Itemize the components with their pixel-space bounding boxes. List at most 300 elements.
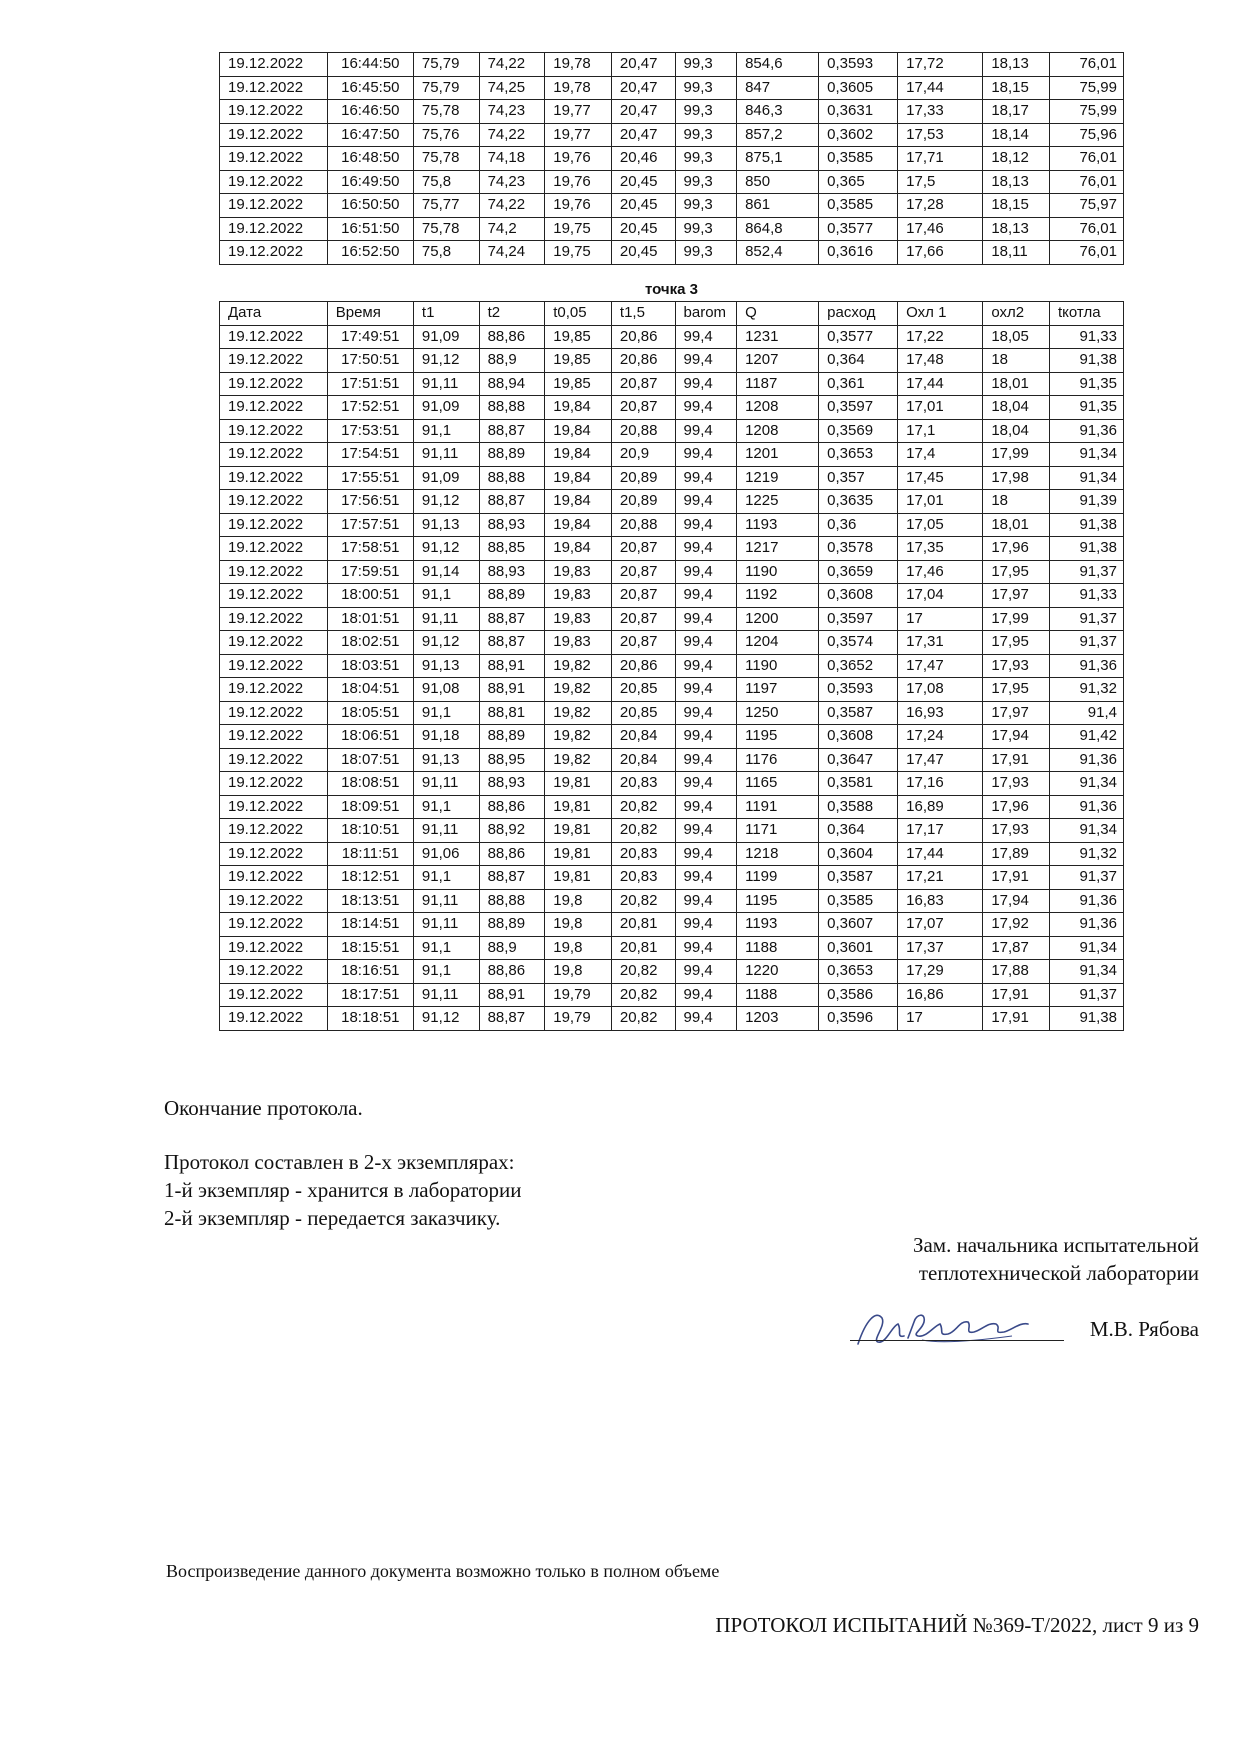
table-cell: 18,13	[983, 53, 1050, 77]
table-cell: 17,91	[983, 1007, 1050, 1031]
table-cell: 18:08:51	[327, 772, 413, 796]
table-cell: 18:17:51	[327, 983, 413, 1007]
table-cell: 1204	[737, 631, 819, 655]
table-cell: 91,09	[413, 396, 479, 420]
table-cell: 88,87	[479, 631, 545, 655]
table-cell: 18,12	[983, 147, 1050, 171]
table-cell: 88,91	[479, 654, 545, 678]
table-cell: 99,4	[675, 866, 737, 890]
column-header: Время	[327, 302, 413, 326]
table-cell: 0,3577	[819, 325, 898, 349]
table-cell: 17,91	[983, 866, 1050, 890]
table-cell: 17,44	[898, 842, 983, 866]
table-cell: 17,89	[983, 842, 1050, 866]
table-cell: 861	[737, 194, 819, 218]
table-cell: 16:44:50	[327, 53, 413, 77]
table-row	[220, 866, 1124, 890]
table-cell: 1208	[737, 396, 819, 420]
table-cell: 18,17	[983, 100, 1050, 124]
table-cell: 91,32	[1050, 678, 1124, 702]
table-row	[220, 654, 1124, 678]
table-cell: 91,09	[413, 466, 479, 490]
table-cell: 19.12.2022	[220, 194, 328, 218]
table-cell: 99,4	[675, 349, 737, 373]
table-cell: 17:51:51	[327, 372, 413, 396]
protocol-end-text: Окончание протокола.	[164, 1096, 363, 1120]
table-cell: 20,46	[611, 147, 675, 171]
table-cell: 74,22	[479, 194, 545, 218]
table-cell: 0,36	[819, 513, 898, 537]
table-row	[220, 217, 1124, 241]
table-cell: 20,87	[611, 560, 675, 584]
table-cell: 17,66	[898, 241, 983, 265]
table-row	[220, 466, 1124, 490]
table-cell: 18	[983, 490, 1050, 514]
signer-position-line-2: теплотехнической лаборатории	[918, 1261, 1199, 1285]
table-row	[220, 678, 1124, 702]
table-cell: 17,99	[983, 443, 1050, 467]
table-cell: 18,11	[983, 241, 1050, 265]
table-cell: 88,81	[479, 701, 545, 725]
table-row	[220, 123, 1124, 147]
table-cell: 17,22	[898, 325, 983, 349]
table-cell: 17,97	[983, 701, 1050, 725]
table-cell: 1203	[737, 1007, 819, 1031]
table-cell: 99,4	[675, 607, 737, 631]
table-cell: 91,1	[413, 960, 479, 984]
table-cell: 20,86	[611, 654, 675, 678]
table-row	[220, 147, 1124, 171]
table-cell: 1217	[737, 537, 819, 561]
table-row	[220, 913, 1124, 937]
table-cell: 17:58:51	[327, 537, 413, 561]
table-cell: 20,45	[611, 194, 675, 218]
table-cell: 91,1	[413, 866, 479, 890]
column-header: охл2	[983, 302, 1050, 326]
table-cell: 91,36	[1050, 889, 1124, 913]
table-cell: 75,78	[413, 217, 479, 241]
table-cell: 0,3647	[819, 748, 898, 772]
table-cell: 17:49:51	[327, 325, 413, 349]
table-cell: 91,1	[413, 419, 479, 443]
table-cell: 0,3569	[819, 419, 898, 443]
table-cell: 0,3586	[819, 983, 898, 1007]
table-cell: 0,3602	[819, 123, 898, 147]
table-row	[220, 490, 1124, 514]
table-row	[220, 419, 1124, 443]
table-row	[220, 396, 1124, 420]
table-cell: 91,39	[1050, 490, 1124, 514]
table-cell: 74,22	[479, 123, 545, 147]
table-cell: 19,82	[545, 748, 612, 772]
data-table-continued	[219, 52, 1124, 265]
table-cell: 1199	[737, 866, 819, 890]
table-cell: 16:51:50	[327, 217, 413, 241]
table-cell: 18,14	[983, 123, 1050, 147]
table-cell: 99,4	[675, 325, 737, 349]
column-header: Дата	[220, 302, 328, 326]
table-cell: 91,34	[1050, 443, 1124, 467]
table-cell: 91,12	[413, 490, 479, 514]
table-cell: 91,11	[413, 443, 479, 467]
column-header: расход	[819, 302, 898, 326]
table-cell: 17,47	[898, 748, 983, 772]
table-cell: 20,87	[611, 631, 675, 655]
table-cell: 18:07:51	[327, 748, 413, 772]
table-cell: 91,37	[1050, 983, 1124, 1007]
table-cell: 0,3581	[819, 772, 898, 796]
table-cell: 20,45	[611, 241, 675, 265]
table-cell: 1220	[737, 960, 819, 984]
table-cell: 91,34	[1050, 466, 1124, 490]
table-cell: 91,11	[413, 913, 479, 937]
table-cell: 19.12.2022	[220, 913, 328, 937]
table-cell: 0,3631	[819, 100, 898, 124]
table-cell: 17,17	[898, 819, 983, 843]
table-cell: 91,11	[413, 889, 479, 913]
table-cell: 88,89	[479, 913, 545, 937]
table-cell: 91,13	[413, 513, 479, 537]
table-row	[220, 170, 1124, 194]
table-cell: 16:50:50	[327, 194, 413, 218]
table-cell: 17,24	[898, 725, 983, 749]
table-cell: 20,87	[611, 396, 675, 420]
table-cell: 88,9	[479, 349, 545, 373]
table-cell: 99,4	[675, 936, 737, 960]
table-cell: 19.12.2022	[220, 53, 328, 77]
table-cell: 875,1	[737, 147, 819, 171]
table-cell: 91,38	[1050, 537, 1124, 561]
table-cell: 20,85	[611, 678, 675, 702]
table-cell: 18:02:51	[327, 631, 413, 655]
table-cell: 99,4	[675, 819, 737, 843]
table-cell: 19.12.2022	[220, 678, 328, 702]
table-cell: 91,11	[413, 372, 479, 396]
table-cell: 0,3616	[819, 241, 898, 265]
table-cell: 99,3	[675, 241, 737, 265]
table-cell: 17,93	[983, 819, 1050, 843]
table-cell: 20,83	[611, 772, 675, 796]
table-cell: 20,82	[611, 983, 675, 1007]
table-cell: 16,89	[898, 795, 983, 819]
table-cell: 20,84	[611, 725, 675, 749]
table-cell: 18:12:51	[327, 866, 413, 890]
table-cell: 19,83	[545, 560, 612, 584]
table-cell: 0,3605	[819, 76, 898, 100]
table-cell: 88,93	[479, 772, 545, 796]
table-cell: 18:09:51	[327, 795, 413, 819]
table-cell: 18,05	[983, 325, 1050, 349]
table-cell: 17,07	[898, 913, 983, 937]
table-cell: 88,87	[479, 607, 545, 631]
table-cell: 88,9	[479, 936, 545, 960]
table-cell: 19,75	[545, 217, 612, 241]
table-cell: 0,3577	[819, 217, 898, 241]
table-cell: 1250	[737, 701, 819, 725]
table-cell: 76,01	[1050, 241, 1124, 265]
table-row	[220, 772, 1124, 796]
table-cell: 19.12.2022	[220, 960, 328, 984]
table-cell: 17,91	[983, 983, 1050, 1007]
table-cell: 0,357	[819, 466, 898, 490]
table-cell: 99,4	[675, 678, 737, 702]
table-cell: 19.12.2022	[220, 748, 328, 772]
column-header: tкотла	[1050, 302, 1124, 326]
table-cell: 1200	[737, 607, 819, 631]
table-cell: 88,86	[479, 325, 545, 349]
table-cell: 19.12.2022	[220, 631, 328, 655]
table-cell: 17,35	[898, 537, 983, 561]
table-cell: 75,78	[413, 147, 479, 171]
table-cell: 99,4	[675, 419, 737, 443]
table-cell: 75,79	[413, 53, 479, 77]
table-cell: 91,34	[1050, 772, 1124, 796]
table-cell: 18:01:51	[327, 607, 413, 631]
table-cell: 91,11	[413, 983, 479, 1007]
table-cell: 17:50:51	[327, 349, 413, 373]
table-cell: 17,95	[983, 560, 1050, 584]
table-cell: 17,71	[898, 147, 983, 171]
table-cell: 1193	[737, 513, 819, 537]
table-cell: 19,84	[545, 537, 612, 561]
table-row	[220, 889, 1124, 913]
table-cell: 99,4	[675, 983, 737, 1007]
table-cell: 17,05	[898, 513, 983, 537]
table-cell: 19.12.2022	[220, 123, 328, 147]
table-cell: 1218	[737, 842, 819, 866]
table-cell: 17:54:51	[327, 443, 413, 467]
table-row	[220, 372, 1124, 396]
table-cell: 91,34	[1050, 936, 1124, 960]
table-cell: 17:56:51	[327, 490, 413, 514]
table-cell: 17,96	[983, 795, 1050, 819]
table-cell: 17:57:51	[327, 513, 413, 537]
table-cell: 19.12.2022	[220, 443, 328, 467]
table-cell: 857,2	[737, 123, 819, 147]
table-cell: 99,4	[675, 513, 737, 537]
table-cell: 99,3	[675, 53, 737, 77]
table-cell: 19,81	[545, 842, 612, 866]
table-cell: 852,4	[737, 241, 819, 265]
table-cell: 0,3635	[819, 490, 898, 514]
table-cell: 19.12.2022	[220, 349, 328, 373]
table-cell: 20,82	[611, 889, 675, 913]
table-cell: 76,01	[1050, 53, 1124, 77]
table-cell: 1201	[737, 443, 819, 467]
table-row	[220, 842, 1124, 866]
table-cell: 846,3	[737, 100, 819, 124]
table-cell: 16:52:50	[327, 241, 413, 265]
table-cell: 20,87	[611, 537, 675, 561]
table-cell: 88,91	[479, 983, 545, 1007]
table-cell: 99,3	[675, 123, 737, 147]
table-cell: 19.12.2022	[220, 466, 328, 490]
table-cell: 19,75	[545, 241, 612, 265]
table-cell: 1225	[737, 490, 819, 514]
table-cell: 99,3	[675, 147, 737, 171]
column-header: Q	[737, 302, 819, 326]
table-cell: 74,2	[479, 217, 545, 241]
table-cell: 0,3608	[819, 725, 898, 749]
table-cell: 17,33	[898, 100, 983, 124]
table-cell: 75,99	[1050, 76, 1124, 100]
table-cell: 19,84	[545, 466, 612, 490]
table-cell: 19.12.2022	[220, 889, 328, 913]
table-cell: 91,1	[413, 936, 479, 960]
table-cell: 17,37	[898, 936, 983, 960]
table-cell: 88,85	[479, 537, 545, 561]
table-cell: 18	[983, 349, 1050, 373]
table-cell: 18,04	[983, 419, 1050, 443]
table-cell: 91,34	[1050, 819, 1124, 843]
table-cell: 17,98	[983, 466, 1050, 490]
table-row	[220, 537, 1124, 561]
table-cell: 99,4	[675, 584, 737, 608]
table-cell: 18:14:51	[327, 913, 413, 937]
table-cell: 19,81	[545, 795, 612, 819]
table-cell: 19,8	[545, 889, 612, 913]
table-cell: 18:03:51	[327, 654, 413, 678]
table-cell: 75,79	[413, 76, 479, 100]
table-cell: 0,3585	[819, 194, 898, 218]
table-cell: 17,5	[898, 170, 983, 194]
table-cell: 20,45	[611, 217, 675, 241]
table-cell: 91,36	[1050, 654, 1124, 678]
table-row	[220, 194, 1124, 218]
table-cell: 20,87	[611, 372, 675, 396]
table-cell: 17:53:51	[327, 419, 413, 443]
table-cell: 99,4	[675, 725, 737, 749]
table-cell: 20,82	[611, 1007, 675, 1031]
table-row	[220, 631, 1124, 655]
table-cell: 91,35	[1050, 372, 1124, 396]
table-cell: 99,3	[675, 100, 737, 124]
table-cell: 20,82	[611, 960, 675, 984]
table-cell: 91,14	[413, 560, 479, 584]
table-cell: 0,361	[819, 372, 898, 396]
table-cell: 19,82	[545, 654, 612, 678]
column-header: t0,05	[545, 302, 612, 326]
table-cell: 20,84	[611, 748, 675, 772]
table-cell: 19.12.2022	[220, 100, 328, 124]
table-cell: 91,33	[1050, 325, 1124, 349]
table-cell: 0,3587	[819, 866, 898, 890]
table-cell: 18,04	[983, 396, 1050, 420]
table-cell: 0,3593	[819, 53, 898, 77]
table-cell: 75,8	[413, 170, 479, 194]
table-cell: 99,4	[675, 560, 737, 584]
table-cell: 1192	[737, 584, 819, 608]
table-row	[220, 748, 1124, 772]
table-row	[220, 100, 1124, 124]
table-cell: 20,82	[611, 819, 675, 843]
table-cell: 17,94	[983, 725, 1050, 749]
table-cell: 91,06	[413, 842, 479, 866]
table-cell: 0,3652	[819, 654, 898, 678]
table-cell: 91,36	[1050, 419, 1124, 443]
table-cell: 91,37	[1050, 866, 1124, 890]
table-cell: 17,93	[983, 654, 1050, 678]
table-cell: 1171	[737, 819, 819, 843]
table-cell: 0,3597	[819, 607, 898, 631]
table-cell: 16,93	[898, 701, 983, 725]
table-cell: 1165	[737, 772, 819, 796]
table-cell: 91,11	[413, 607, 479, 631]
table-cell: 99,4	[675, 960, 737, 984]
table-cell: 17,16	[898, 772, 983, 796]
table-cell: 19.12.2022	[220, 936, 328, 960]
table-cell: 19.12.2022	[220, 170, 328, 194]
table-cell: 99,4	[675, 396, 737, 420]
table-cell: 75,96	[1050, 123, 1124, 147]
table-cell: 75,8	[413, 241, 479, 265]
table-row	[220, 607, 1124, 631]
table-cell: 88,93	[479, 560, 545, 584]
table-cell: 91,38	[1050, 1007, 1124, 1031]
table-cell: 19,84	[545, 396, 612, 420]
table-cell: 1197	[737, 678, 819, 702]
table-cell: 17,44	[898, 76, 983, 100]
table-cell: 19,83	[545, 607, 612, 631]
table-cell: 19.12.2022	[220, 701, 328, 725]
table-cell: 91,12	[413, 1007, 479, 1031]
table-cell: 0,3601	[819, 936, 898, 960]
table-cell: 17,28	[898, 194, 983, 218]
table-cell: 91,11	[413, 772, 479, 796]
table-cell: 91,36	[1050, 913, 1124, 937]
table-cell: 19,78	[545, 76, 612, 100]
table-row	[220, 443, 1124, 467]
table-cell: 74,25	[479, 76, 545, 100]
table-cell: 91,37	[1050, 560, 1124, 584]
table-cell: 1191	[737, 795, 819, 819]
table-cell: 91,38	[1050, 513, 1124, 537]
table-cell: 19,79	[545, 1007, 612, 1031]
table-cell: 20,86	[611, 349, 675, 373]
table-cell: 88,95	[479, 748, 545, 772]
table-cell: 74,18	[479, 147, 545, 171]
table-cell: 91,12	[413, 537, 479, 561]
table-cell: 16:45:50	[327, 76, 413, 100]
table-cell: 88,93	[479, 513, 545, 537]
table-cell: 88,87	[479, 490, 545, 514]
table-cell: 0,3653	[819, 960, 898, 984]
table-cell: 99,3	[675, 170, 737, 194]
table-cell: 99,4	[675, 748, 737, 772]
table-cell: 20,88	[611, 513, 675, 537]
table-cell: 91,37	[1050, 607, 1124, 631]
table-cell: 17,01	[898, 490, 983, 514]
table-cell: 16:49:50	[327, 170, 413, 194]
table-cell: 76,01	[1050, 170, 1124, 194]
table-cell: 99,4	[675, 466, 737, 490]
table-cell: 17,4	[898, 443, 983, 467]
table-cell: 99,4	[675, 913, 737, 937]
table-cell: 17,1	[898, 419, 983, 443]
table-cell: 88,89	[479, 443, 545, 467]
table-cell: 17,21	[898, 866, 983, 890]
column-header: t1,5	[611, 302, 675, 326]
table-cell: 99,3	[675, 217, 737, 241]
table-cell: 0,3574	[819, 631, 898, 655]
table-cell: 20,83	[611, 866, 675, 890]
table-cell: 20,47	[611, 123, 675, 147]
table-cell: 17,72	[898, 53, 983, 77]
table-cell: 91,42	[1050, 725, 1124, 749]
table-cell: 18:11:51	[327, 842, 413, 866]
table-cell: 0,364	[819, 819, 898, 843]
table-cell: 18:18:51	[327, 1007, 413, 1031]
